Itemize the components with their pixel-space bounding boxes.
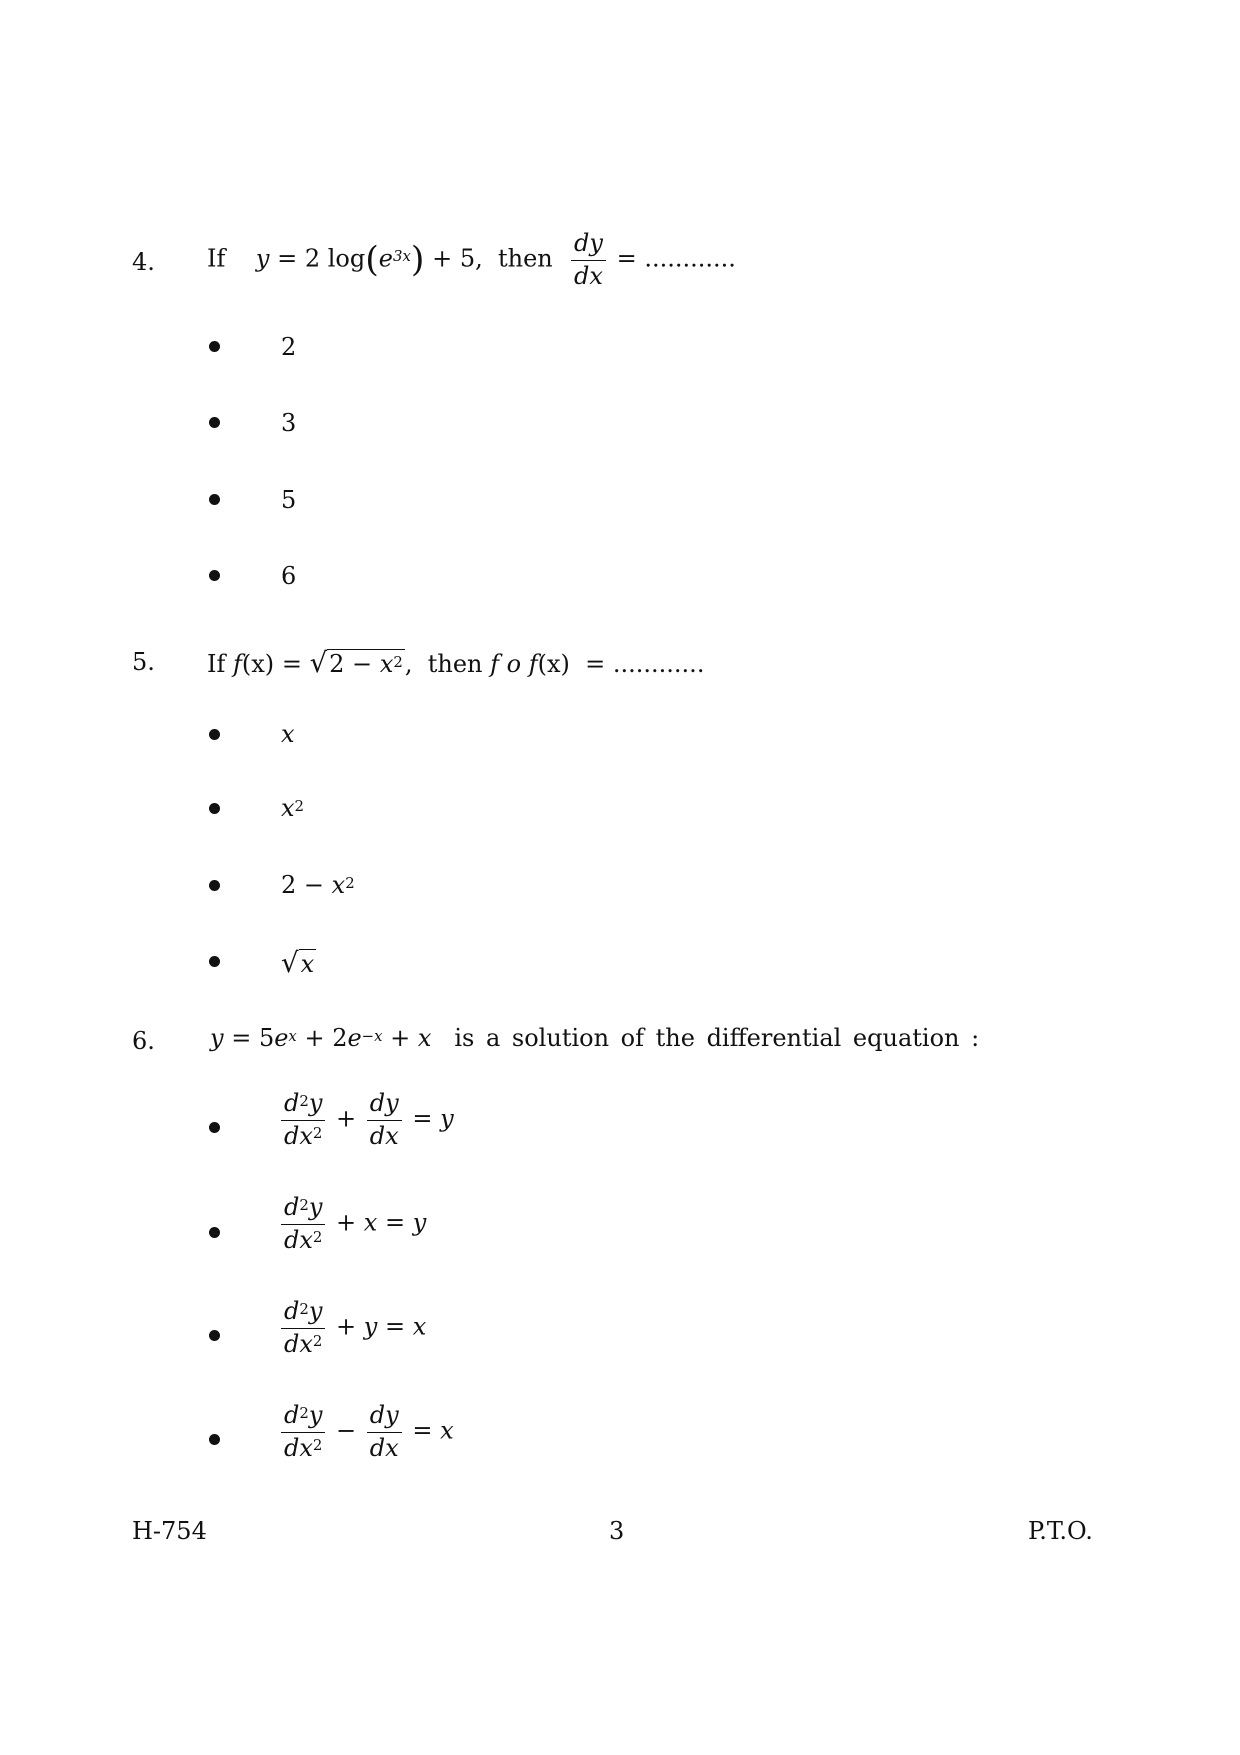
sqrt-expression: $√2 - x^2$ (309, 646, 403, 679)
exp: 2 (312, 1436, 323, 1455)
close-paren: ) (410, 239, 425, 280)
bullet-icon (209, 880, 220, 891)
eq-5: = 5 (231, 1024, 275, 1052)
exponent-3x: 3x (393, 247, 411, 266)
question-4-option-1: 2 (281, 333, 297, 361)
dx: dx (284, 1121, 313, 1150)
dy-dx-fraction (571, 230, 606, 290)
question-6-number: 6. (132, 1027, 155, 1055)
page-number: 3 (609, 1517, 625, 1545)
bullet-icon (209, 729, 220, 740)
var: y (308, 1297, 323, 1325)
dx: dx (284, 1225, 313, 1254)
eq-2-log: = 2 log (277, 244, 366, 273)
operator: + (336, 1104, 357, 1133)
exp: 2 (299, 1091, 309, 1110)
option-exponent: 2 (294, 796, 305, 815)
first-derivative-fraction (367, 1402, 402, 1462)
question-4-option-2: 3 (281, 409, 297, 437)
radicand-two-minus: 2 − (329, 650, 373, 678)
answer-blank: = ............ (616, 244, 736, 273)
dy: dy (367, 1090, 402, 1121)
rhs: x (412, 1312, 427, 1341)
equals: = (412, 1416, 433, 1445)
question-5-number: 5. (132, 648, 155, 676)
term-var: y (363, 1312, 378, 1341)
question-6-option-3 (278, 1298, 426, 1358)
question-4-stem (207, 230, 736, 290)
question-5-option-4 (281, 946, 316, 979)
d: d (284, 1193, 300, 1221)
bullet-icon (209, 494, 220, 505)
var-y: y (255, 244, 270, 273)
bullet-icon (209, 417, 220, 428)
d: d (284, 1401, 300, 1429)
option-var: x (331, 871, 346, 899)
dx: dx (369, 1433, 399, 1462)
dx: dx (284, 1433, 313, 1462)
question-5-option-2 (281, 794, 304, 822)
comma: , (404, 650, 413, 678)
frac-numerator: dy (571, 230, 606, 261)
option-var: x (281, 720, 295, 748)
radicand-x: x (379, 650, 394, 678)
stem-text: is a solution of the differential equation : (454, 1024, 980, 1052)
bullet-icon (209, 803, 220, 814)
answer-blank: = ............ (585, 650, 705, 678)
please-turn-over: P.T.O. (1028, 1517, 1093, 1545)
func-f: f (233, 650, 242, 678)
operator: + (336, 1312, 357, 1341)
base-e: e (274, 1024, 289, 1052)
sqrt-expression: √x (281, 946, 315, 979)
plus: + (390, 1024, 411, 1052)
option-exponent: 2 (345, 873, 355, 892)
question-5-stem (207, 646, 704, 679)
exponent-x: x (288, 1026, 297, 1045)
if-word: If (207, 244, 226, 273)
second-derivative-fraction (281, 1402, 325, 1462)
exp: 2 (312, 1332, 323, 1351)
var-y: y (210, 1024, 224, 1052)
rhs: y (412, 1208, 427, 1237)
paper-code: H-754 (132, 1517, 207, 1545)
first-derivative-fraction (367, 1090, 402, 1150)
if-word: If (207, 650, 226, 678)
option-var: x (281, 794, 295, 822)
question-6-option-2 (278, 1194, 426, 1254)
bullet-icon (209, 570, 220, 581)
base-e: e (378, 244, 393, 273)
operator: + (336, 1208, 357, 1237)
exp: 2 (299, 1403, 309, 1422)
rhs: y (440, 1104, 454, 1133)
bullet-icon (209, 1330, 220, 1341)
base-e: e (347, 1024, 362, 1052)
equals: = (412, 1104, 433, 1133)
then-word: then (427, 650, 483, 678)
radicand-exponent: 2 (393, 652, 403, 671)
var: y (308, 1089, 323, 1117)
bullet-icon (209, 1227, 220, 1238)
d: d (284, 1089, 300, 1117)
second-derivative-fraction (281, 1298, 325, 1358)
exp: 2 (312, 1228, 323, 1247)
frac-denominator: dx (574, 261, 603, 290)
exponent-minus-x: −x (361, 1026, 383, 1045)
dx: dx (284, 1329, 313, 1358)
second-derivative-fraction (281, 1194, 325, 1254)
equals: = (281, 650, 302, 678)
arg-x: (x) (537, 650, 570, 678)
question-5-option-1 (281, 720, 295, 748)
rhs: x (440, 1416, 454, 1445)
var: y (308, 1401, 323, 1429)
var: y (308, 1193, 323, 1221)
bullet-icon (209, 341, 220, 352)
open-paren: ( (365, 239, 379, 280)
then-word: then (497, 244, 553, 273)
bullet-icon (209, 1434, 220, 1445)
question-5-option-3 (281, 871, 355, 899)
dy: dy (367, 1402, 402, 1433)
option-prefix: 2 − (281, 871, 325, 899)
dx: dx (369, 1121, 399, 1150)
bullet-icon (209, 1122, 220, 1133)
plus-5: + 5, (432, 244, 483, 273)
equals: = (384, 1208, 406, 1237)
equals: = (385, 1312, 406, 1341)
question-6-option-4 (278, 1402, 454, 1462)
term-var: x (363, 1208, 378, 1237)
question-4-option-3: 5 (281, 486, 297, 514)
exp: 2 (312, 1124, 323, 1143)
exp: 2 (299, 1299, 309, 1318)
question-6-option-1 (278, 1090, 454, 1150)
exp: 2 (299, 1195, 309, 1214)
var-x: x (417, 1024, 432, 1052)
plus-2: + 2 (304, 1024, 348, 1052)
question-4-option-4: 6 (281, 562, 297, 590)
arg-x: (x) (241, 650, 275, 678)
d: d (284, 1297, 300, 1325)
second-derivative-fraction (281, 1090, 325, 1150)
composition-fof: f o f (490, 650, 538, 678)
operator: − (336, 1416, 357, 1445)
bullet-icon (209, 956, 220, 967)
question-4-number: 4. (132, 248, 155, 276)
question-6-stem (210, 1024, 979, 1052)
option-var: x (300, 950, 315, 978)
